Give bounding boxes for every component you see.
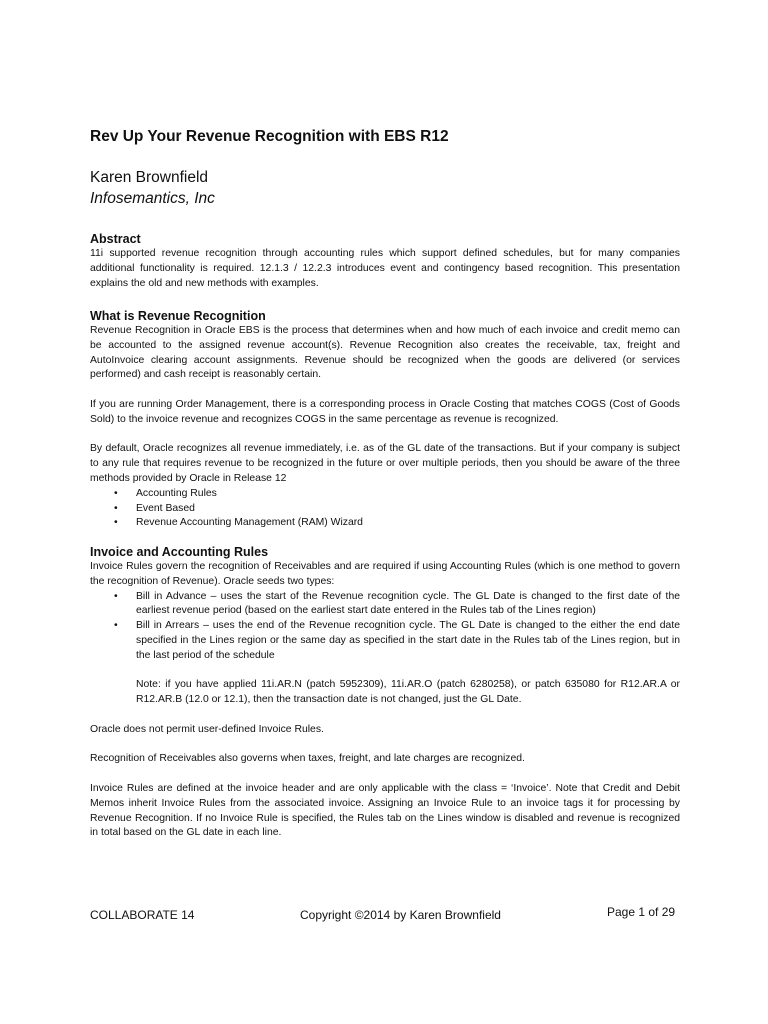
- what-is-paragraph-2: If you are running Order Management, there is a corresponding process in Oracle Costing that matches COGS (Cost of Goods Sold) to the invoice revenue and recognizes COGS in the same percentage as revenue is recognized.: [90, 398, 680, 425]
- what-is-paragraph-1: Revenue Recognition in Oracle EBS is the process that determines when and how much of each invoice and credit memo can be accounted to the assigned revenue account(s). Revenue Recognition also creates the receivable, tax, freight and AutoInvoice clearing account assignments. Revenue should be recognized when the goods are delivered (or services performed) and cash receipt is reasonably certain.: [90, 325, 680, 381]
- author-name: Karen Brownfield: [90, 169, 209, 186]
- invoice-rules-heading: Invoice and Accounting Rules: [90, 545, 269, 559]
- user-defined-paragraph: Oracle does not permit user-defined Invoice Rules.: [90, 723, 324, 735]
- bullet-icon: •: [114, 502, 118, 514]
- bullet-icon: •: [114, 590, 118, 602]
- abstract-section: [90, 231, 680, 291]
- patch-note: Note: if you have applied 11i.AR.N (patch 5952309), 11i.AR.O (patch 6280258), or patch 635080 for R12.AR.A or R12.AR.B (12.0 or 12.1), then the transaction date is not changed, just the GL Date.: [136, 679, 680, 706]
- recognition-paragraph: Recognition of Receivables also governs when taxes, freight, and late charges are recognized.: [90, 753, 525, 765]
- methods-list: [90, 487, 680, 531]
- footer-left: COLLABORATE 14: [90, 908, 195, 922]
- bullet-icon: •: [114, 487, 118, 499]
- author-company: Infosemantics, Inc: [90, 190, 215, 207]
- rules-list: [90, 590, 680, 664]
- abstract-heading: Abstract: [90, 232, 141, 246]
- abstract-text: 11i supported revenue recognition through accounting rules which support defined schedules, but for many companies additional functionality is required. 12.1.3 / 12.2.3 introduces event and contingency based recognition. This presentation explains the old and new methods with examples.: [90, 248, 680, 289]
- invoice-rules-section: [90, 544, 680, 841]
- list-item: • Event Based: [90, 502, 680, 517]
- bullet-icon: •: [114, 517, 118, 529]
- list-item: • Bill in Arrears – uses the end of the Revenue recognition cycle. The GL Date is changed to the either the end date specified in the Lines region or the same day as specified in the start date in the Rules tab of the Lines region, but in the last period of the schedule: [114, 620, 680, 661]
- what-is-heading: What is Revenue Recognition: [90, 309, 266, 323]
- list-item: • Bill in Advance – uses the start of the Revenue recognition cycle. The GL Date is changed to the first date of the earliest revenue period (based on the earliest start date entered in the Rules tab of the Lines region): [114, 590, 680, 617]
- footer-copyright: Copyright ©2014 by Karen Brownfield: [300, 908, 501, 922]
- document-title: Rev Up Your Revenue Recognition with EBS R12: [90, 128, 449, 145]
- list-item: • Accounting Rules: [90, 487, 680, 502]
- footer-page-number: Page 1 of 29: [607, 905, 676, 919]
- invoice-rules-defined-paragraph: Invoice Rules are defined at the invoice header and are only applicable with the class = ‘Invoice’. Note that Credit and Debit Memos inherit Invoice Rules from the associated invoice. Assigning an Invoice Rule to an invoice tags it for processing by Revenue Recognition. If no Invoice Rule is specified, the Rules tab on the Lines window is disabled and revenue is recognized in total based on the GL date in each line.: [90, 782, 680, 839]
- list-item: • Revenue Accounting Management (RAM) Wizard: [90, 516, 680, 531]
- what-is-section: [90, 308, 680, 531]
- bullet-icon: •: [114, 620, 118, 632]
- what-is-paragraph-3: By default, Oracle recognizes all revenue immediately, i.e. as of the GL date of the transactions. But if your company is subject to any rule that requires revenue to be recognized in the future or over multiple periods, then you should be aware of the three methods provided by Oracle in Release 12: [90, 443, 680, 484]
- invoice-rules-intro: Invoice Rules govern the recognition of Receivables and are required if using Accounting Rules (which is one method to govern the recognition of Revenue). Oracle seeds two types:: [90, 561, 680, 587]
